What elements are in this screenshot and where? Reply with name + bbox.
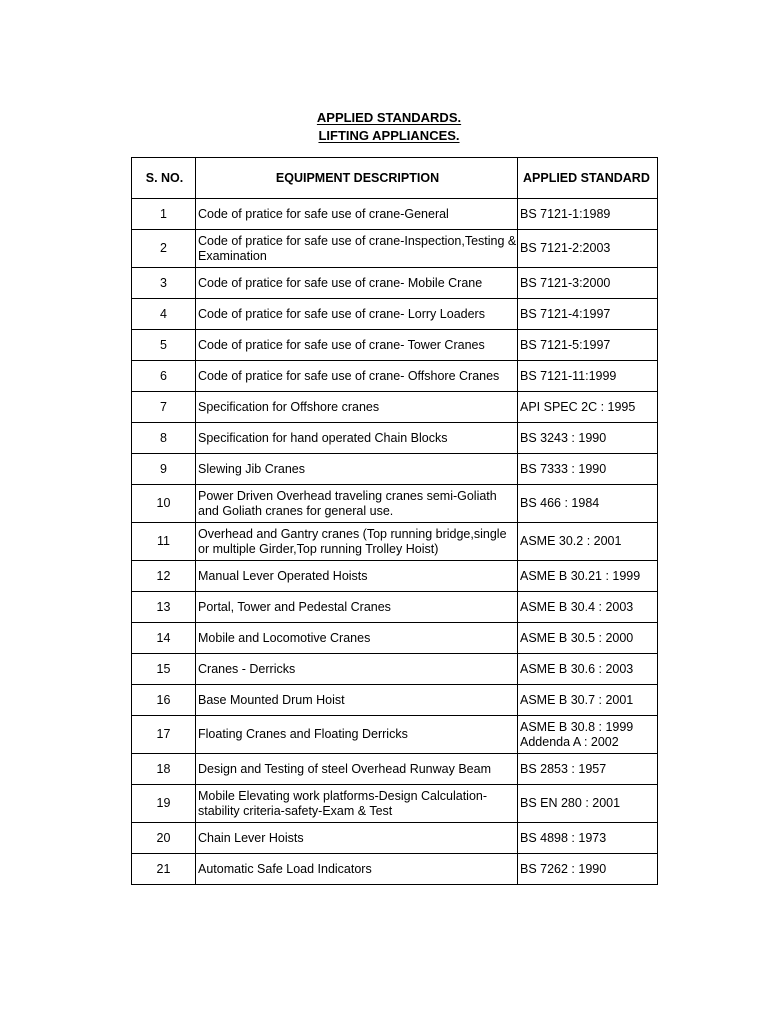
cell-description: Portal, Tower and Pedestal Cranes (196, 592, 518, 623)
table-row (132, 230, 658, 268)
cell-standard: ASME B 30.6 : 2003 (518, 654, 658, 685)
cell-description: Power Driven Overhead traveling cranes semi-Goliath and Goliath cranes for general use. (196, 485, 518, 523)
cell-standard: BS 7121-5:1997 (518, 330, 658, 361)
cell-description: Code of pratice for safe use of crane- Tower Cranes (196, 330, 518, 361)
cell-description: Slewing Jib Cranes (196, 454, 518, 485)
table-row (132, 423, 658, 454)
cell-description: Mobile and Locomotive Cranes (196, 623, 518, 654)
cell-description: Code of pratice for safe use of crane- Lorry Loaders (196, 299, 518, 330)
table-row (132, 199, 658, 230)
cell-sno: 16 (132, 685, 196, 716)
table-row (132, 361, 658, 392)
cell-description: Automatic Safe Load Indicators (196, 854, 518, 885)
cell-description: Code of pratice for safe use of crane-Inspection,Testing & Examination (196, 230, 518, 268)
table-row (132, 454, 658, 485)
cell-description: Base Mounted Drum Hoist (196, 685, 518, 716)
cell-description: Chain Lever Hoists (196, 823, 518, 854)
cell-standard: API SPEC 2C : 1995 (518, 392, 658, 423)
header-sno: S. NO. (132, 158, 196, 199)
table-row (132, 654, 658, 685)
cell-sno: 1 (132, 199, 196, 230)
table-row (132, 785, 658, 823)
cell-description: Code of pratice for safe use of crane- Offshore Cranes (196, 361, 518, 392)
table-row (132, 268, 658, 299)
cell-standard: BS 7121-11:1999 (518, 361, 658, 392)
table-row (132, 623, 658, 654)
cell-standard: BS 7333 : 1990 (518, 454, 658, 485)
table-header-row (132, 158, 658, 199)
header-description: EQUIPMENT DESCRIPTION (196, 158, 518, 199)
cell-standard: BS 2853 : 1957 (518, 754, 658, 785)
cell-sno: 20 (132, 823, 196, 854)
cell-description: Specification for hand operated Chain Blocks (196, 423, 518, 454)
cell-standard: ASME 30.2 : 2001 (518, 523, 658, 561)
cell-sno: 15 (132, 654, 196, 685)
cell-sno: 5 (132, 330, 196, 361)
cell-description: Floating Cranes and Floating Derricks (196, 716, 518, 754)
cell-standard: BS 7121-1:1989 (518, 199, 658, 230)
cell-standard: BS 466 : 1984 (518, 485, 658, 523)
cell-description: Cranes - Derricks (196, 654, 518, 685)
cell-sno: 10 (132, 485, 196, 523)
cell-standard: ASME B 30.7 : 2001 (518, 685, 658, 716)
cell-standard (518, 716, 658, 754)
cell-description: Specification for Offshore cranes (196, 392, 518, 423)
title-line-2: LIFTING APPLIANCES. (318, 128, 460, 143)
cell-sno: 3 (132, 268, 196, 299)
cell-sno: 7 (132, 392, 196, 423)
cell-sno: 8 (132, 423, 196, 454)
cell-standard: BS EN 280 : 2001 (518, 785, 658, 823)
cell-sno: 12 (132, 561, 196, 592)
cell-standard: BS 7121-3:2000 (518, 268, 658, 299)
table-body (132, 199, 658, 885)
cell-sno: 4 (132, 299, 196, 330)
table-row (132, 330, 658, 361)
cell-description: Overhead and Gantry cranes (Top running bridge,single or multiple Girder,Top running Trolley Hoist) (196, 523, 518, 561)
cell-description: Code of pratice for safe use of crane-General (196, 199, 518, 230)
cell-sno: 17 (132, 716, 196, 754)
cell-standard: BS 7121-2:2003 (518, 230, 658, 268)
cell-standard: ASME B 30.21 : 1999 (518, 561, 658, 592)
table-row (132, 485, 658, 523)
table-row (132, 561, 658, 592)
cell-sno: 13 (132, 592, 196, 623)
table-row (132, 823, 658, 854)
cell-standard: BS 3243 : 1990 (518, 423, 658, 454)
table-row (132, 685, 658, 716)
cell-sno: 11 (132, 523, 196, 561)
cell-standard: ASME B 30.5 : 2000 (518, 623, 658, 654)
cell-sno: 14 (132, 623, 196, 654)
table-row (132, 754, 658, 785)
table-row (132, 854, 658, 885)
cell-sno: 18 (132, 754, 196, 785)
cell-standard: BS 7262 : 1990 (518, 854, 658, 885)
cell-description: Manual Lever Operated Hoists (196, 561, 518, 592)
cell-description: Code of pratice for safe use of crane- Mobile Crane (196, 268, 518, 299)
table-row (132, 299, 658, 330)
cell-sno: 2 (132, 230, 196, 268)
standards-table (131, 157, 658, 885)
cell-standard: BS 7121-4:1997 (518, 299, 658, 330)
cell-sno: 9 (132, 454, 196, 485)
document-title (0, 109, 768, 145)
cell-description: Design and Testing of steel Overhead Runway Beam (196, 754, 518, 785)
cell-description: Mobile Elevating work platforms-Design Calculation-stability criteria-safety-Exam & Test (196, 785, 518, 823)
table-row (132, 716, 658, 754)
cell-sno: 19 (132, 785, 196, 823)
table-row (132, 523, 658, 561)
cell-standard: ASME B 30.4 : 2003 (518, 592, 658, 623)
cell-sno: 21 (132, 854, 196, 885)
table-row (132, 592, 658, 623)
cell-sno: 6 (132, 361, 196, 392)
header-standard: APPLIED STANDARD (518, 158, 658, 199)
title-line-1: APPLIED STANDARDS. (316, 110, 462, 125)
cell-standard: BS 4898 : 1973 (518, 823, 658, 854)
cell-standard-line-2: Addenda A : 2002 (520, 734, 619, 749)
cell-standard-line-1: ASME B 30.8 : 1999 (520, 719, 634, 734)
table-row (132, 392, 658, 423)
